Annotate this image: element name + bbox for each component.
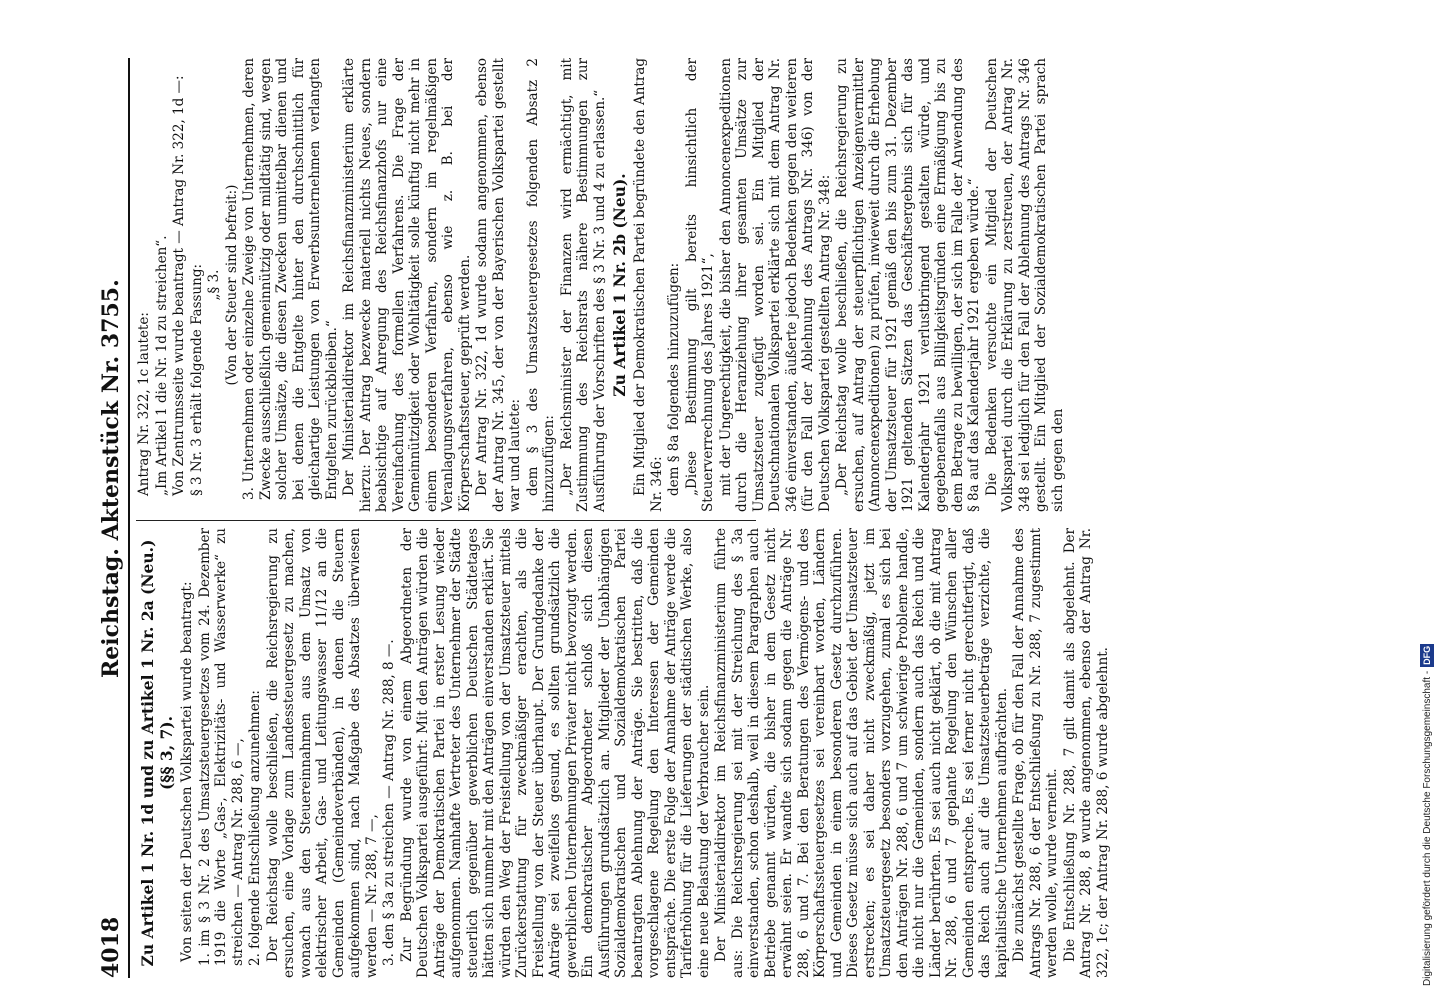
right-column-paragraph: Von Zentrumsseite wurde beantragt — Antrag Nr. 322, 1d —: bbox=[171, 75, 187, 496]
page-number: 4018 bbox=[98, 916, 124, 978]
right-column-paragraph: 3. Unternehmen oder einzelne Zweige von Unternehmen, deren Zwecke ausschließlich gemeinnützig oder mildtätig sind, wegen solcher Umsätze, die diesen Zwecken unmittelbar dienen und bei denen die Entgelte hinter den durchschnittlich für gleichartige Leistungen von Erwerbsunternehmen verlangten Entgelten zurückbleiben.“ bbox=[241, 58, 340, 500]
left-column-paragraph: Der Reichstag wolle beschließen, die Reichsregierung zu ersuchen, eine Vorlage zum Landessteuergesetz zu machen, wonach aus den Steuereinnahmen aus dem Umsatz von elektrischer Arbeit, Gas- und Leitungswasser 11/12 an die Gemeinden (Gemeindeverbänden), in denen die Steuern aufgekommen sind, nach Maßgabe des Absatzes überwiesen werden — Nr. 288, 7 —, bbox=[264, 528, 380, 978]
right-column-paragraph: „Diese Bestimmung gilt bereits hinsichtlich der Steuerverrechnung des Jahres 1921“, bbox=[683, 58, 716, 512]
right-column-paragraph: „§ 3. bbox=[206, 269, 222, 301]
right-column-paragraph: Ein Mitglied der Demokratischen Partei begründete den Antrag Nr. 346: bbox=[632, 58, 665, 512]
credit-text: Digitalisierung gefördert durch die Deutsche Forschungsgemeinschaft - bbox=[1422, 670, 1433, 986]
right-column-paragraph: Der Ministerialdirektor im Reichsfinanzministerium erklärte hierzu: Der Antrag bezwecke materiell nichts Neues, sondern beabsichtige auf Anregung des Reichsfinanzhofs nur eine Vereinfachung des formellen Verfahrens. Die Frage der Gemeinnützigkeit oder Wohltätigkeit solle künftig nicht mehr in einem besonderen Verfahren, sondern im regelmäßigen Veranlagungsverfahren, ebenso wie z. B. bei der Körperschaftssteuer, geprüft werden. bbox=[341, 58, 473, 512]
left-column-paragraph: 2. folgende Entschließung anzunehmen: bbox=[247, 690, 263, 966]
right-column-paragraph: Antrag Nr. 322, 1c lautete: bbox=[136, 312, 152, 496]
right-column-paragraph: mit der Ungerechtigkeit, die bisher den Annoncenexpeditionen durch die Heranziehung ihrer gesamten Umsätze zur Umsatzsteuer zugefügt worden sei. Ein Mitglied der Deutschnationalen Volkspartei erklärte sich mit dem Antrag Nr. 346 einverstanden, äußerte jedoch Bedenken gegen den weiteren (für den Fall der Ablehnung des Antrags Nr. 346) von der Deutschen Volkspartei gestellten Antrag Nr. 348: bbox=[717, 58, 833, 512]
dfg-logo: DFG bbox=[1422, 645, 1432, 665]
right-column-paragraph: „Im Artikel 1 die Nr. 1d zu streichen“. bbox=[153, 235, 170, 496]
right-column-paragraph: „Der Reichsminister der Finanzen wird ermächtigt, mit Zustimmung des Reichsrats nähere Bestimmungen zur Ausführung der Vorschriften des § 3 Nr. 3 und 4 zu erlassen.“ bbox=[558, 58, 608, 512]
left-column-paragraph: 3. den § 3a zu streichen — Antrag Nr. 288, 8 —. bbox=[381, 639, 397, 966]
left-column-paragraph: Die zunächst gestellte Frage, ob für den Fall der Annahme des Antrags Nr. 288, 6 der Entschließung zu Nr. 288, 7 zugestimmt werden wolle, wurde verneint. bbox=[1011, 528, 1060, 978]
right-column-paragraph: Die Bedenken versuchte ein Mitglied der Deutschen Volkspartei durch die Erklärung zu zerstreuen, der Antrag Nr. 348 sei lediglich für den Fall der Ablehnung des Antrags Nr. 346 gestellt. Ein Mitglied der Sozialdemokratischen Partei sprach sich gegen den bbox=[983, 58, 1066, 512]
left-column bbox=[136, 528, 1111, 978]
digitization-credit bbox=[1420, 6, 1434, 986]
header-title: Reichstag. Aktenstück Nr. 3755. bbox=[98, 279, 124, 678]
left-column-paragraph: Von seiten der Deutschen Volkspartei wurde beantragt: bbox=[179, 581, 195, 962]
left-column-paragraph: Die Entschließung Nr. 288, 7 gilt damit als abgelehnt. Der Antrag Nr. 288, 8 wurde angenommen, ebenso der Antrag Nr. 322, 1c; der Antrag Nr. 288, 6 wurde abgelehnt. bbox=[1061, 528, 1111, 978]
left-column-paragraph: 1. im § 3 Nr. 2 des Umsatzsteuergesetzes vom 24. Dezember 1919 die Worte „Gas-, Elektrizitäts- und Wasserwerke“ zu streichen — Antrag Nr. 288, 6 —, bbox=[196, 528, 246, 966]
right-column bbox=[136, 58, 1066, 512]
left-column-paragraph: Zur Begründung wurde von einem Abgeordneten der Deutschen Volkspartei ausgeführt: Mit den Anträgen würden die Anträge der Demokratischen Partei in erster Lesung wieder aufgenommen. Namhafte Vertreter des Unternehmer der Städte steuerlich gegenüber gewerblichen Deutschen Städtetages hätten sich nunmehr mit den Anträgen einverstanden erklärt. Sie würden den Weg der Freistellung von der Umsatzsteuer mittels Zurückerstattung für zweckmäßiger erachten, als die Freistellung von der Steuer überhaupt. Der Grundgedanke der Anträge sei zweifellos gesund, es sollten grundsätzlich die gewerblichen Unternehmungen Privater nicht bevorzugt werden. Ein demokratischer Abgeordneter schloß sich diesen Ausführungen grundsätzlich an. Mitglieder der Unabhängigen Sozialdemokratischen und Sozialdemokratischen Partei beantragten Ablehnung der Anträge. Sie bestritten, daß die vorgeschlagene Regelung den Interessen der Gemeinden entspräche. Die erste Folge der Annahme der Anträge werde die Tariferhöhung für die Lieferungen der städtischen Werke, also eine neue Belastung der Verbraucher sein. bbox=[398, 528, 712, 978]
header-rule bbox=[128, 58, 130, 978]
running-header bbox=[98, 58, 124, 978]
column-divider bbox=[136, 520, 756, 521]
right-column-heading: Zu Artikel 1 Nr. 2b (Neu). bbox=[610, 173, 629, 397]
right-column-paragraph: dem § 3 des Umsatzsteuergesetzes folgenden Absatz 2 hinzuzufügen: bbox=[524, 58, 557, 512]
left-column-heading: Zu Artikel 1 Nr. 1d und zu Artikel 1 Nr. 2a (Neu.) (§§ 3, 7). bbox=[138, 539, 176, 967]
left-column-paragraph: Der Ministerialdirektor im Reichsfinanzministerium führte aus: Die Reichsregierung sei mit der Streichung des § 3a einverstanden, schon deshalb, weil in diesem Paragraphen auch Betriebe genannt würden, die bisher in dem Gesetz nicht erwähnt seien. Er wandte sich sodann gegen die Anträge Nr. 288, 6 und 7. Bei den Beratungen des Vermögens- und des Körperschaftssteuergesetzes sei vereinbart worden, Ländern und Gemeinden in einem besonderen Gesetz durchzuführen. Dieses Gesetz müsse sich auch auf das Gebiet der Umsatzsteuer erstrecken; es sei daher nicht zweckmäßig, jetzt im Umsatzsteuergesetz besonders vorzugehen, zumal es sich bei den Anträgen Nr. 288, 6 und 7 um schwierige Probleme handle, die nicht nur die Gemeinden, sondern auch das Reich und die Länder berührten. Es sei auch nicht geklärt, ob die mit Antrag Nr. 288, 6 und 7 geplante Regelung den Wünschen aller Gemeinden entspreche. Es sei ferner nicht gerechtfertigt, daß das Reich auch auf die Umsatzsteuerbeträge verzichte, die kapitalistische Unternehmen aufbrächten. bbox=[713, 528, 1010, 978]
right-column-paragraph: § 3 Nr. 3 erhält folgende Fassung: bbox=[188, 263, 205, 496]
right-column-paragraph: (Von der Steuer sind befreit:) bbox=[223, 184, 240, 386]
right-column-paragraph: Der Antrag Nr. 322, 1d wurde sodann angenommen, ebenso der Antrag Nr. 345, der von der Bayerischen Volkspartei gestellt war und lautete: bbox=[474, 58, 523, 512]
right-column-paragraph: „Der Reichstag wolle beschließen, die Reichsregierung zu ersuchen, auf Antrag der steuerpflichtigen Anzeigenvermittler (Annoncenexpeditionen) zu prüfen, inwieweit durch die Erhebung der Umsatzsteuer für 1921 gemäß den bis zum 31. Dezember 1921 geltenden Sätzen das Geschäftsergebnis sich für das Kalenderjahr 1921 verlustbringend gestalten würde, und gegebenenfalls aus Billigkeitsgründen eine Ermäßigung bis zu dem Betrage zu bewilligen, der sich im Falle der Anwendung des § 8a auf das Kalenderjahr 1921 ergeben würde.“ bbox=[834, 58, 982, 512]
rotated-document-page bbox=[98, 58, 1403, 978]
right-column-paragraph: dem § 8a folgendes hinzuzufügen: bbox=[666, 262, 682, 496]
